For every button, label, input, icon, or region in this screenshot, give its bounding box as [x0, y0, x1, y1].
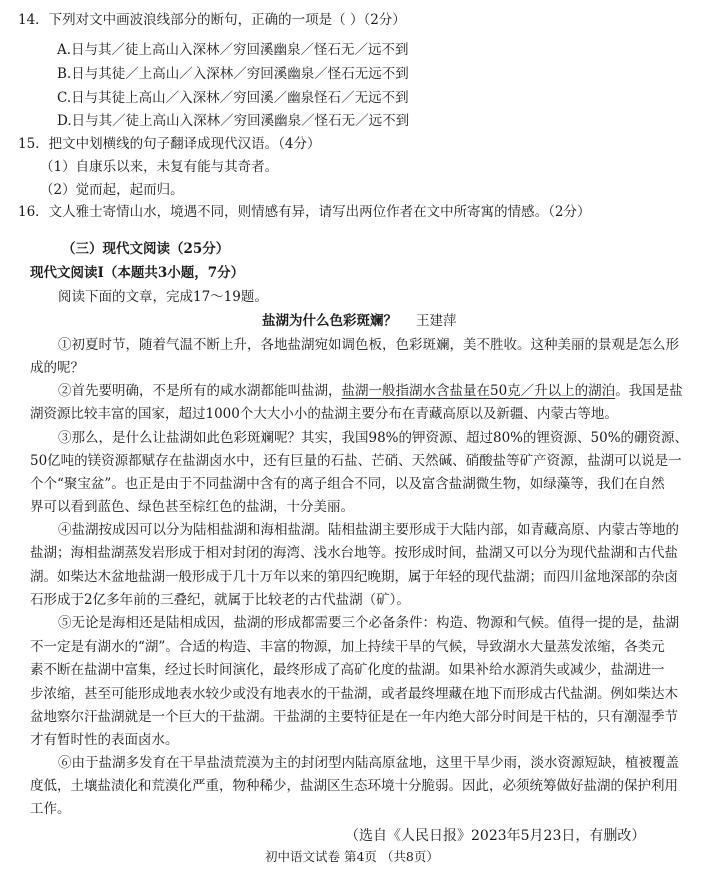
article-line: ①初夏时节，随着气温不断上升，各地盐湖宛如调色板，色彩斑斓，美不胜收。这种美丽的景观是怎么形 [58, 337, 679, 353]
q16-stem: 16．文人雅士寄情山水，境遇不同，则情感有异，请写出两位作者在文中所寄寓的情感。（2分） [18, 204, 591, 220]
article-line: ④盐湖按成因可以分为陆相盐湖和海相盐湖。陆相盐湖主要形成于大陆内部，如青藏高原、内蒙古等地的 [58, 522, 679, 538]
article-line: ③那么，是什么让盐湖如此色彩斑斓呢？其实，我国98%的钾资源、超过80%的锂资源、50%的硼资源、 [58, 430, 689, 446]
article-line: ⑤无论是海相还是陆相成因，盐湖的形成都需要三个必备条件：构造、物源和气候。值得一提的是，盐湖 [58, 615, 679, 631]
article-source: （选自《人民日报》2023年5月23日，有删改） [345, 828, 646, 844]
q15-item-2: （2）觉而起，起而归。 [40, 182, 184, 198]
article-line: 不一定是有湖水的“湖”。合适的构造、丰富的物源，加上持续干旱的气候，导致湖水大量蒸发浓缩，各类元 [30, 639, 665, 655]
article-line [58, 385, 683, 399]
article-line: 湖。如柴达木盆地盐湖一般形成于几十万年以来的第四纪晚期，属于年轻的现代盐湖；而四川盆地深部的杂卤 [30, 569, 678, 585]
article-line: ⑥由于盐湖多发育在干旱盐渍荒漠为主的封闭型内陆高原盆地，这里干旱少雨，淡水资源短缺，植被覆盖 [58, 755, 679, 771]
article-title: 盐湖为什么色彩斑斓？ [262, 313, 397, 329]
q14-option-b: B.日与其徒／上高山／入深林／穷回溪幽泉／怪石无远不到 [57, 66, 409, 82]
article-line: 石形成于2亿多年前的三叠纪，就属于比较老的古代盐湖（矿）。 [30, 592, 410, 608]
article-line: 步浓缩，甚至可能形成地表水较少或没有地表水的干盐湖，或者最终埋藏在地下而形成古代盐湖。例如柴达木 [30, 686, 678, 702]
article-line: 界可以看到蓝色、绿色甚至棕红色的盐湖，十分美丽。 [30, 499, 354, 515]
article-line: 成的呢？ [30, 360, 84, 376]
article-line: 工作。 [30, 801, 71, 817]
section-subheading: 现代文阅读Ⅰ（本题共3小题，7分） [30, 265, 245, 281]
article-line: 盐湖；海相盐湖蒸发岩形成于相对封闭的海湾、浅水台地等。按形成时间，盐湖又可以分为现代盐湖和古代盐 [30, 545, 678, 561]
article-line-part: ②首先要明确，不是所有的咸水湖都能叫盐湖， [58, 383, 342, 399]
q14-stem: 14．下列对文中画波浪线部分的断句，正确的一项是（ ）（2分） [18, 12, 406, 28]
q14-option-c: C.日与其徒上高山／入深林／穷回溪／幽泉怪石／无远不到 [57, 90, 409, 106]
article-line: 度低，土壤盐渍化和荒漠化严重，物种稀少，盐湖区生态环境十分脆弱。因此，必须统筹做好盐湖的保护利用 [30, 778, 678, 794]
article-line: 湖资源比较丰富的国家，超过1000个大大小小的盐湖主要分布在青藏高原以及新疆、内蒙古等地。 [30, 406, 618, 422]
page-footer: 初中语文试卷 第4页 （共8页） [265, 849, 439, 864]
article-author: 王建萍 [416, 313, 457, 329]
article-line: 个个“聚宝盆”。也正是由于不同盐湖中含有的离子组合不同，以及富含盐湖微生物，如绿藻等，我们在自然 [30, 476, 665, 492]
article-line: 才有暂时性的表面卤水。 [30, 732, 179, 748]
q14-option-a: A.日与其／徒上高山入深林／穷回溪幽泉／怪石无／远不到 [57, 42, 409, 58]
section-heading: （三）现代文阅读（25分） [62, 241, 230, 257]
q15-item-1: （1）自康乐以来，未复有能与其奇者。 [40, 159, 279, 175]
article-line: 50亿吨的镁资源都赋存在盐湖卤水中，还有巨量的石盐、芒硝、天然碱、硝酸盐等矿产资源，盐湖可以说是一 [30, 453, 682, 469]
article-line: 素不断在盐湖中富集，经过长时间演化，最终形成了高矿化度的盐湖。如果补给水源消失或减少，盐湖进一 [30, 662, 665, 678]
section-instruction: 阅读下面的文章，完成17～19题。 [58, 289, 268, 305]
underlined-phrase: 盐湖一般指湖水含盐量在50克／升以上的湖泊 [341, 383, 616, 399]
article-line: 盆地察尔汗盐湖就是一个巨大的干盐湖。干盐湖的主要特征是在一年内绝大部分时间是干枯的，只有潮湿季节 [30, 709, 678, 725]
q14-option-d: D.日与其／徒上高山入深林／穷回溪幽泉／怪石无／远不到 [57, 113, 410, 129]
article-line-part: 。我国是盐 [615, 383, 683, 399]
q15-stem: 15．把文中划横线的句子翻译成现代汉语。（4分） [18, 136, 321, 152]
